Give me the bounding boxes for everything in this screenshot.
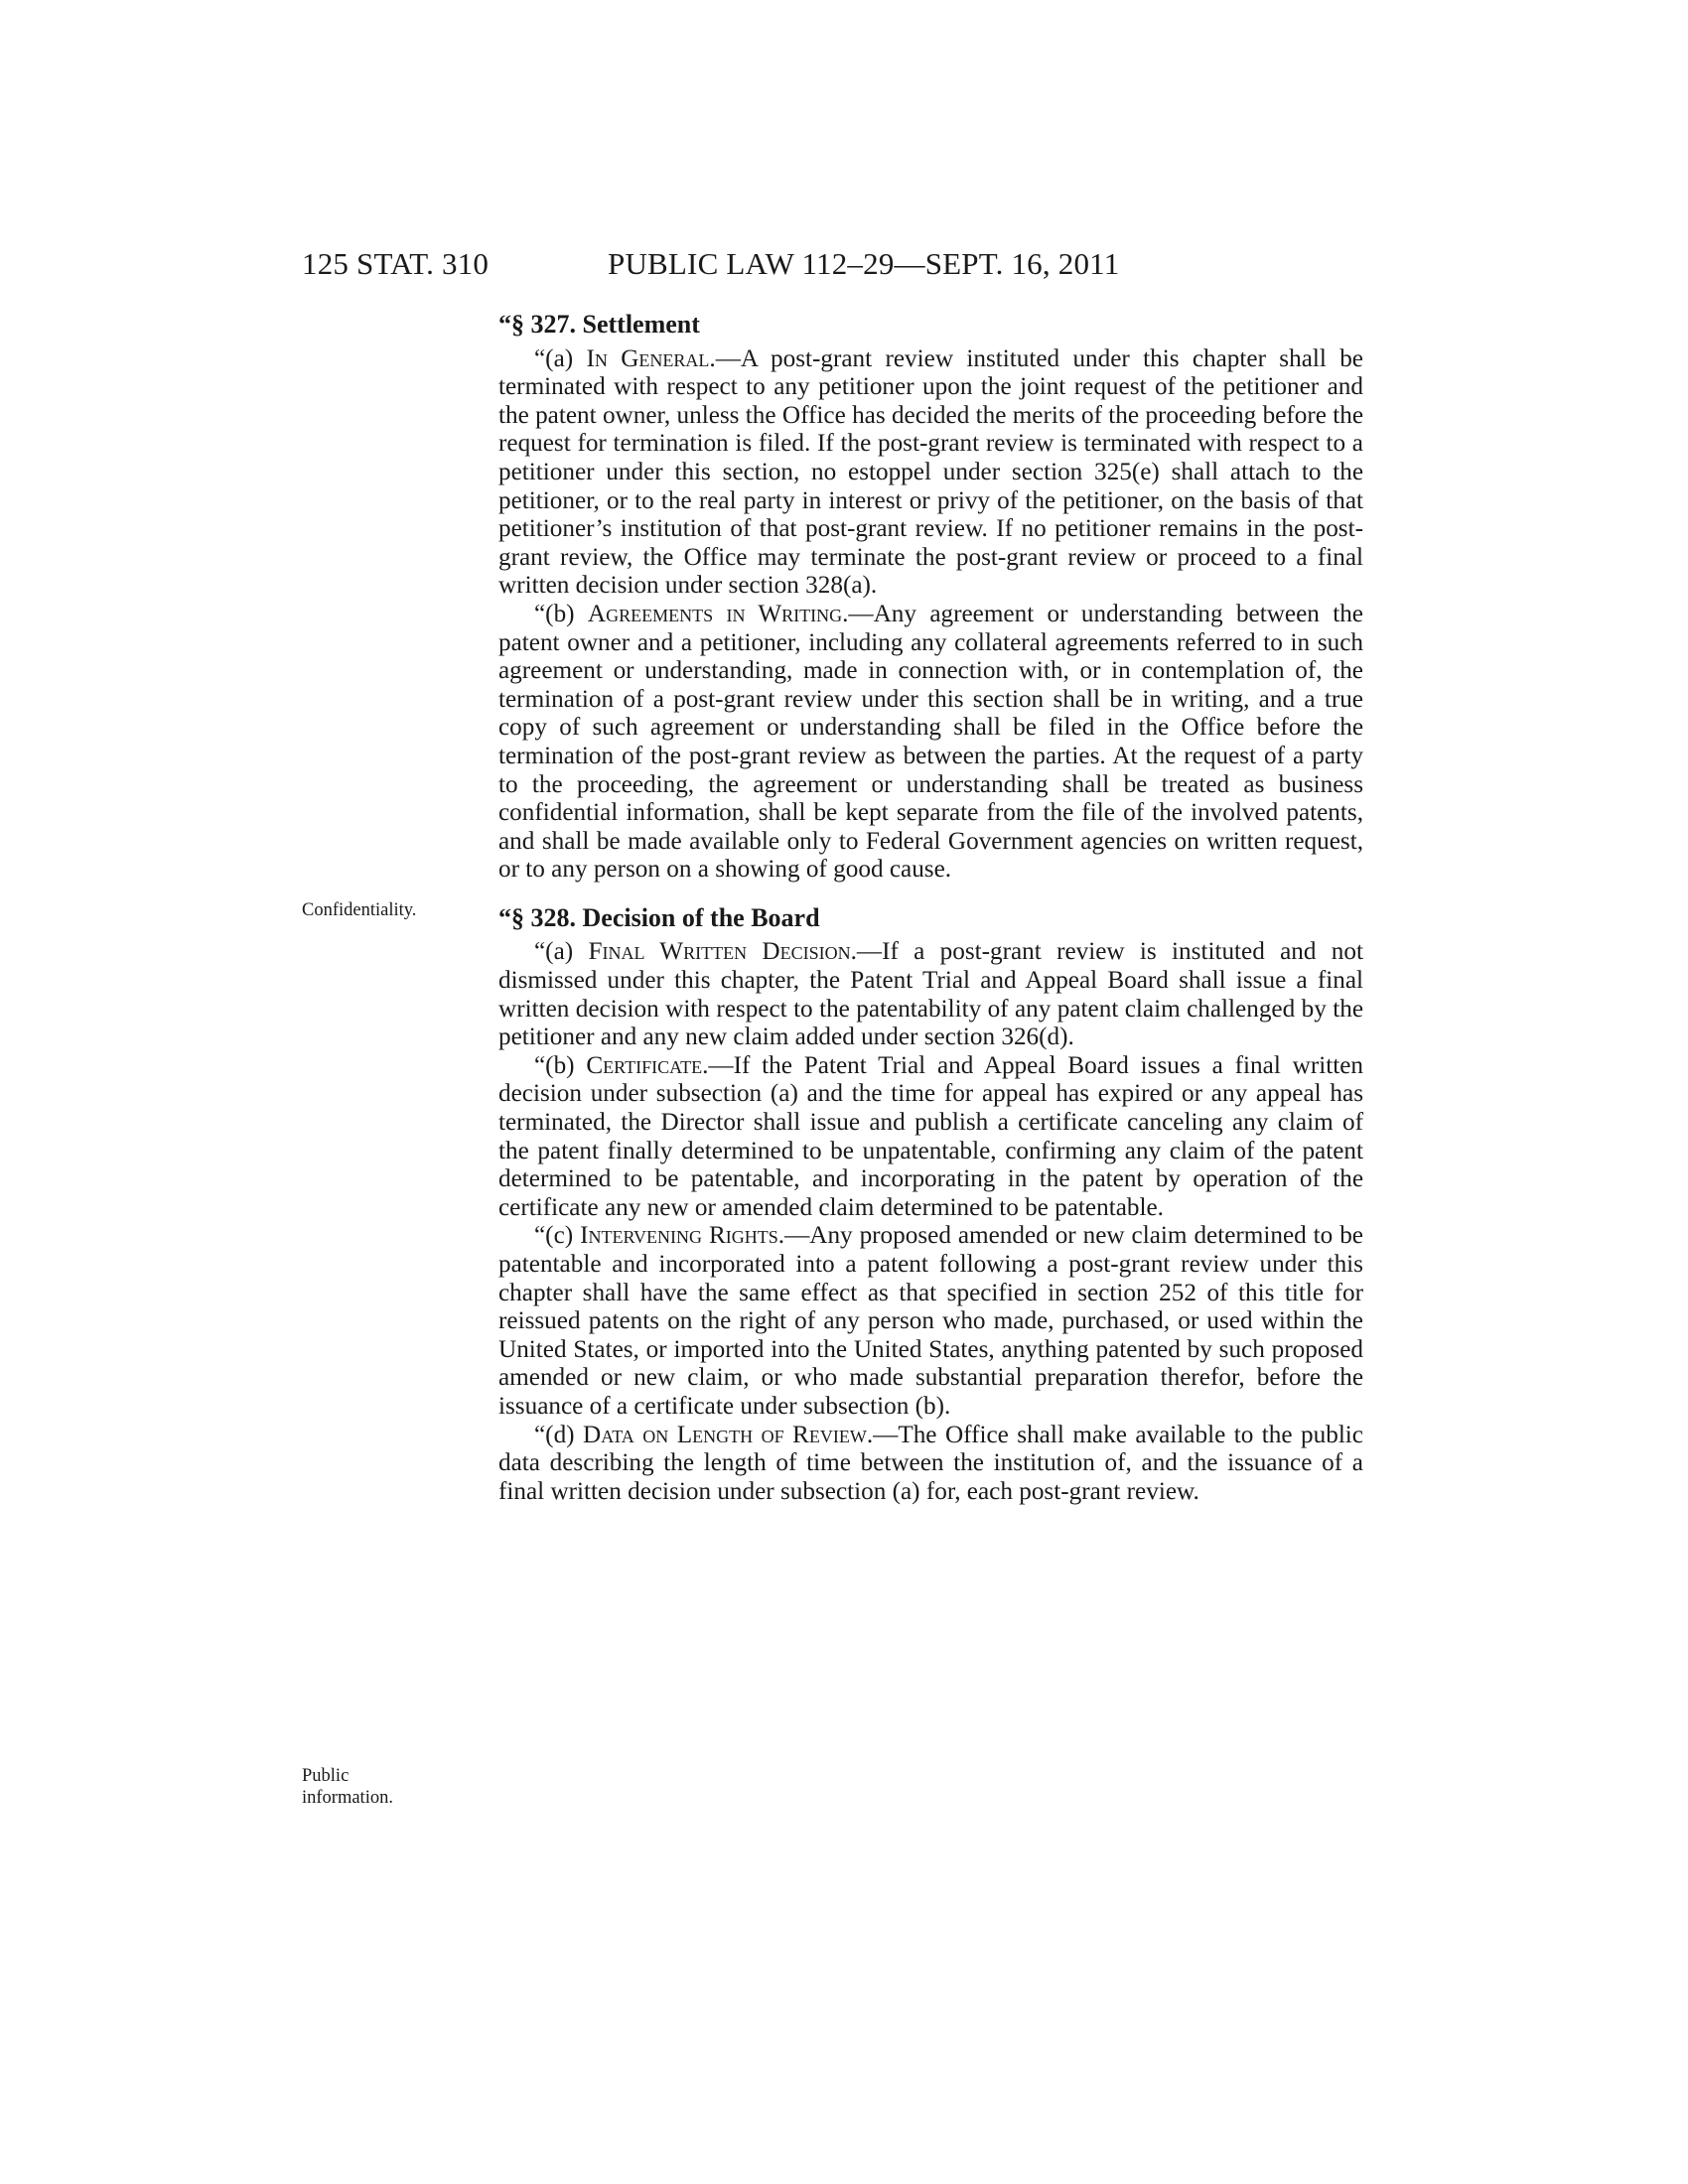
subsection-caption: Final Written Decision <box>588 938 851 966</box>
body-column <box>498 311 1363 1506</box>
subsection-caption: Intervening Rights <box>580 1222 778 1250</box>
subsection-text: .—The Office shall make available to the public data describing the length of time between the institution of, and the issuance of a final written decision under subsection (a) for, each post-grant review. <box>498 1421 1363 1505</box>
subsection-text: .—A post-grant review instituted under this chapter shall be terminated with respect to any petitioner upon the joint request of the petitioner and the patent owner, unless the Office has decided the merits of the proceeding before the request for termination is filed. If the post-grant review is terminated with respect to a petitioner under this section, no estoppel under section 325(e) shall attach to the petitioner, or to the real party in interest or privy of the petitioner, on the basis of that petitioner’s institution of that post-grant review. If no petitioner remains in the post-grant review, the Office may terminate the post-grant review or proceed to a final written decision under section 328(a). <box>498 344 1363 600</box>
paragraph-328-d <box>498 1422 1363 1507</box>
paragraph-328-c <box>498 1222 1363 1421</box>
subsection-marker: “(c) <box>534 1222 581 1250</box>
running-head <box>302 246 1215 286</box>
paragraph-328-a <box>498 938 1363 1051</box>
margin-note-public-information <box>302 1765 471 1809</box>
subsection-marker: “(a) <box>534 938 589 966</box>
margin-note-line: information. <box>302 1788 393 1808</box>
section-heading-328: “§ 328. Decision of the Board <box>498 902 820 932</box>
margin-note-line: Public <box>302 1766 350 1786</box>
paragraph-327-a <box>498 345 1363 601</box>
subsection-text: .—Any agreement or understanding between the patent owner and a petitioner, including any collateral agreements referred to in such agreement or understanding, made in connection with, or in contemplation of, the termination of a post-grant review under this section shall be in writing, and a true copy of such agreement or understanding shall be filed in the Office before the termination of the post-grant review as between the parties. At the request of a party to the proceeding, the agreement or understanding shall be treated as business confidential information, shall be kept separate from the file of the involved patents, and shall be made available only to Federal Government agencies on written request, or to any person on a showing of good cause. <box>498 600 1363 884</box>
public-law-citation: PUBLIC LAW 112–29—SEPT. 16, 2011 <box>608 246 1120 281</box>
paragraph-327-b <box>498 601 1363 885</box>
subsection-marker: “(b) <box>534 1051 587 1079</box>
subsection-text: .—If the Patent Trial and Appeal Board issues a final written decision under subsection (a) and the time for appeal has expired or any appeal has terminated, the Director shall issue and publish a certificate canceling any claim of the patent finally determined to be unpatentable, confirming any claim of the patent determined to be patentable, and incorporating in the patent by operation of the certificate any new or amended claim determined to be patentable. <box>498 1051 1363 1221</box>
subsection-caption: Agreements in Writing <box>587 600 843 627</box>
subsection-text: .—Any proposed amended or new claim determined to be patentable and incorporated into a patent following a post-grant review under this chapter shall have the same effect as that specified in section 252 of this title for reissued patents on the right of any person who made, purchased, or used within the United States, or imported into the United States, anything patented by such proposed amended or new claim, or who made substantial preparation therefor, before the issuance of a certificate under subsection (b). <box>498 1222 1363 1420</box>
section-heading-327: “§ 327. Settlement <box>498 310 700 339</box>
margin-note-confidentiality <box>302 899 471 921</box>
margin-note-text: Confidentiality. <box>302 900 417 920</box>
paragraph-328-b <box>498 1052 1363 1223</box>
stat-citation: 125 STAT. 310 <box>302 246 490 281</box>
subsection-caption: In General <box>586 344 710 372</box>
subsection-caption: Certificate <box>586 1051 703 1079</box>
subsection-marker: “(d) <box>534 1421 584 1448</box>
subsection-marker: “(b) <box>534 600 588 627</box>
subsection-caption: Data on Length of Review <box>583 1421 867 1448</box>
subsection-text: .—If a post-grant review is instituted and not dismissed under this chapter, the Patent Trial and Appeal Board shall issue a final written decision with respect to the patentability of any patent claim challenged by the petitioner and any new claim added under section 326(d). <box>498 938 1363 1051</box>
subsection-marker: “(a) <box>534 344 587 372</box>
